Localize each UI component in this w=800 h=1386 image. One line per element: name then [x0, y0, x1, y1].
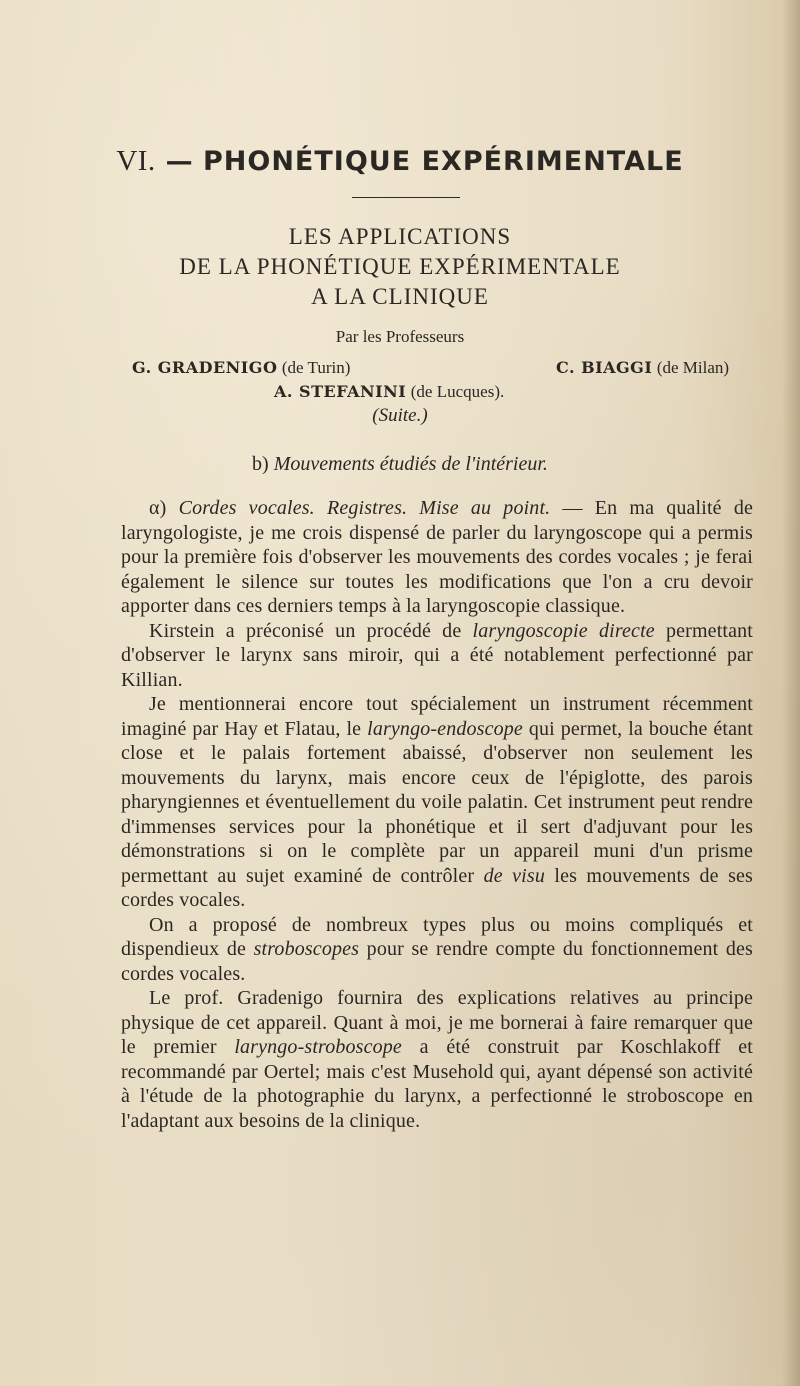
paragraph-text: — En ma qualité de laryngologiste, je me crois dispensé de parler du laryngoscope qui a permis pour la première fois d'observer les mouvements des cordes vocales ; je ferai également le silence sur toutes les modifications que l'on a cru devoir apporter dans ces derniers temps à la laryngoscopie classique. — [121, 497, 754, 617]
section-number: VI. — [116, 145, 156, 177]
subsection-heading — [0, 453, 800, 476]
paragraph-text: permettant d'observer le larynx sans miroir, qui a été notablement perfectionné par Killian. — [121, 619, 754, 691]
paragraph-text: On a proposé de nombreux types plus ou moins compliqués et dispendieux de — [121, 913, 753, 960]
title-rule — [352, 197, 460, 198]
author-place: (de Milan) — [656, 358, 730, 377]
section-heading — [0, 145, 800, 178]
paragraph-italic: laryngoscopie directe — [472, 619, 655, 642]
paragraph-italic: laryngo-stroboscope — [234, 1036, 402, 1058]
author-name: A. STEFANINI — [274, 382, 407, 401]
byline: Par les Professeurs — [335, 327, 465, 346]
paragraph-text: Le prof. Gradenigo fournira des explications relatives au principe physique de cet appareil. Quant à moi, je me bornerai à faire remarquer que le premier — [121, 987, 753, 1058]
page-edge-shadow — [782, 0, 800, 1386]
article-title-line-2: DE LA PHONÉTIQUE EXPÉRIMENTALE — [179, 254, 621, 279]
paragraph-text: a été construit par Koschlakoff et recommandé par Oertel; mais c'est Musehold qui, ayant dépensé son activité à l'étude de la photographie du larynx, a perfectionné le stroboscope en l'adaptant aux besoins de la clinique. — [121, 1036, 753, 1132]
author-stefanini — [274, 381, 504, 402]
paragraph-5 — [121, 986, 753, 1133]
article-title-line-3: A LA CLINIQUE — [311, 284, 489, 309]
paragraph-3 — [121, 692, 753, 913]
paragraph-1 — [121, 496, 753, 619]
paragraph-italic: laryngo-endoscope — [367, 717, 523, 740]
paragraph-4 — [121, 913, 753, 987]
section-title: PHONÉTIQUE EXPÉRIMENTALE — [203, 146, 684, 177]
section-dash: — — [165, 146, 194, 177]
paragraph-text: Kirstein a préconisé un procédé de — [149, 619, 473, 642]
paragraph-italic: de visu — [483, 864, 545, 887]
author-gradenigo — [132, 357, 350, 378]
suite-text: (Suite.) — [372, 405, 428, 426]
subsection-label: b) — [252, 453, 269, 475]
paragraph-text: Je mentionnerai encore tout spécialement un instrument récemment imaginé par Hay et Flatau, le — [121, 693, 753, 740]
author-biaggi — [556, 357, 729, 378]
article-title-line-1: LES APPLICATIONS — [288, 224, 512, 249]
paragraph-italic: stroboscopes — [253, 938, 360, 960]
author-place: (de Turin) — [281, 358, 351, 377]
paragraph-2 — [121, 619, 753, 693]
author-place: (de Lucques). — [410, 382, 505, 401]
body-text — [121, 496, 753, 1133]
paragraph-text: les mouvements de ses cordes vocales. — [121, 864, 753, 911]
suite-note — [0, 405, 800, 427]
paragraph-text: pour se rendre compte du fonctionnement des cordes vocales. — [121, 938, 753, 985]
author-name: G. GRADENIGO — [132, 358, 278, 377]
subsection-title: Mouvements étudiés de l'intérieur. — [273, 453, 548, 475]
paragraph-label: α) — [149, 497, 167, 519]
paragraph-text: qui permet, la bouche étant close et le palais fortement abaissé, d'observer non seulement les mouvements du larynx, mais encore ceux de l'épiglotte, des parois pharyngiennes et éventuellement du voile palatin. Cet instrument peut rendre d'immenses services pour la phonétique et il sert d'adjuvant pour les démonstrations si on le complète par un appareil muni d'un prisme permettant au sujet examiné de contrôler — [121, 717, 754, 887]
paragraph-lead-italic: Cordes vocales. Registres. Mise au point. — [178, 497, 551, 519]
author-name: C. BIAGGI — [556, 358, 653, 377]
